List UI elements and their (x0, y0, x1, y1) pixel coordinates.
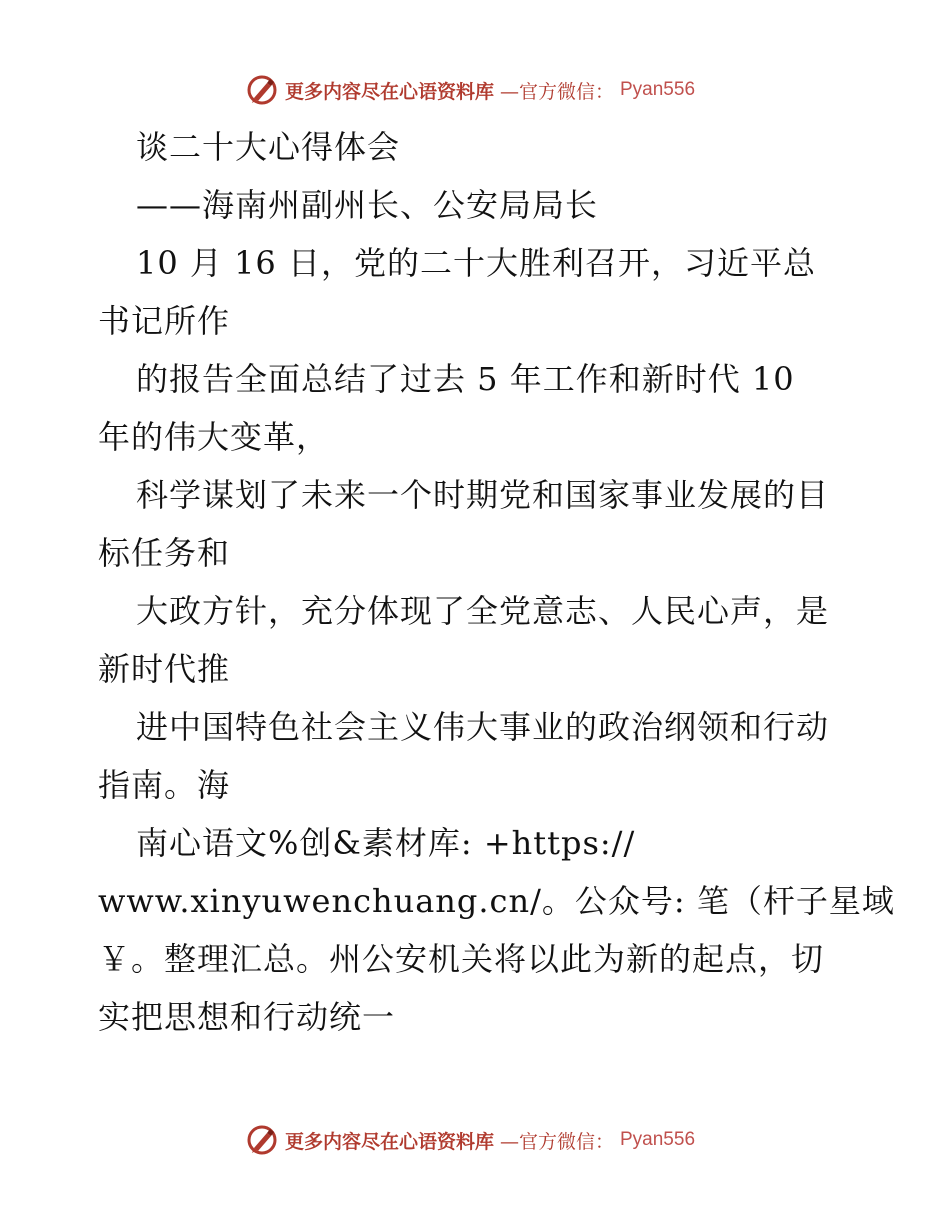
doc-line: 进中国特色社会主义伟大事业的政治纲领和行动 (136, 708, 830, 746)
doc-line: 书记所作 (98, 302, 231, 340)
doc-line: 标任务和 (98, 534, 231, 572)
doc-line: ￥。整理汇总。州公安机关将以此为新的起点，切 (98, 940, 825, 978)
footer-banner (0, 1120, 950, 1160)
doc-line: 实把思想和行动统一 (98, 998, 396, 1036)
doc-subtitle: ——海南州副州长、公安局局长 (136, 186, 599, 224)
pen-logo-icon (245, 73, 279, 107)
banner-title: 更多内容尽在心语资料库 (284, 80, 494, 103)
pen-logo-icon (245, 1123, 279, 1157)
doc-line: 指南。海 (98, 766, 231, 804)
banner-content (245, 1123, 695, 1157)
doc-title: 谈二十大心得体会 (136, 128, 401, 166)
doc-line: 10 月 16 日，党的二十大胜利召开，习近平总 (136, 244, 816, 282)
doc-line: 南心语文%创&素材库: +https:// (136, 824, 636, 862)
banner-wechat-id: Pyan556 (620, 1129, 696, 1150)
doc-line: 新时代推 (98, 650, 231, 688)
doc-line: www.xinyuwenchuang.cn/。公众号: 笔（杆子星域 (98, 882, 895, 920)
doc-line: 科学谋划了未来一个时期党和国家事业发展的目 (136, 476, 830, 514)
document-body (98, 118, 895, 1046)
banner-title: 更多内容尽在心语资料库 (284, 1130, 494, 1153)
doc-line: 大政方针，充分体现了全党意志、人民心声，是 (136, 592, 830, 630)
banner-wechat-label: —官方微信： (499, 1130, 614, 1153)
doc-line: 年的伟大变革， (98, 418, 330, 456)
banner-wechat-label: —官方微信： (499, 80, 614, 103)
banner-wechat-id: Pyan556 (620, 79, 696, 100)
doc-line: 的报告全面总结了过去 5 年工作和新时代 10 (136, 360, 795, 398)
banner-content (245, 73, 695, 107)
header-banner (0, 70, 950, 110)
